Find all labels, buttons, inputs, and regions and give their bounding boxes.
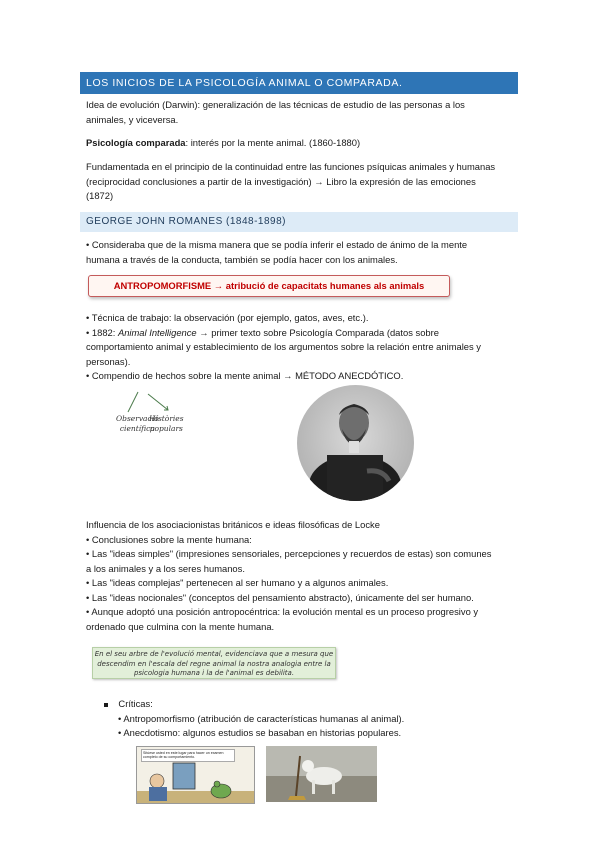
arbre-evolucio-quote: En el seu arbre de l'evolució mental, evidenciava que a mesura que descendim en l'escala del regne animal la nostra analogia entre la psicologia humana i la de l'animal es debilita.: [92, 647, 336, 679]
square-bullet-icon: [104, 703, 108, 707]
dog-sweeping-image: [266, 746, 377, 802]
antropomorfisme-callout: ANTROPOMORFISME → atribució de capacitats humanes als animals: [88, 275, 450, 297]
note-observacio-cientifica: Observació científica: [116, 414, 159, 433]
consideraba-paragraph: • Consideraba que de la misma manera que se podía inferir el estado de ánimo de la mente humana a través de la conducta, también se podía hacer con los animales.: [86, 239, 468, 265]
branch-arrows-icon: [110, 388, 180, 416]
darwin-paragraph: Idea de evolución (Darwin): generalización de las técnicas de estudio de las personas a los animales, y viceversa.: [86, 99, 465, 125]
romanes-portrait-image: [297, 385, 414, 501]
criticas-list: Críticas: • Antropomorfismo (atribución de características humanas al animal). • Anecdotismo: algunos estudios se basaban en historias populares.: [104, 697, 404, 741]
section-heading-inicios: LOS INICIOS DE LA PSICOLOGÍA ANIMAL O COMPARADA.: [80, 72, 518, 94]
fundamentada-paragraph: Fundamentada en el principio de la continuidad entre las funciones psíquicas animales y humanas (reciprocidad conclusiones a partir de la investigación) → Libro la expresión de las emociones (1872): [86, 161, 496, 201]
cartoon-speech-bubble: Sitúese usted en este lugar para hacer un examen completo de su comportamiento.: [141, 749, 235, 762]
psicologia-comparada-paragraph: Psicología comparada: interés por la mente animal. (1860-1880): [86, 137, 361, 148]
section-heading-romanes: GEORGE JOHN ROMANES (1848-1898): [80, 212, 518, 232]
locke-list: Influencia de los asociacionistas británicos e ideas filosóficas de Locke • Conclusiones sobre la mente humana: • Las "ideas simples" (impresiones sensoriales, percepciones y recuerdos de estas) son comunes a los animales y a los seres humanos. • Las "ideas complejas" pertenecen al ser humano y a algunos animales. • Las "ideas nocionales" (conceptos del pensamiento abstracto), únicamente del ser humano. • Aunque adoptó una posición antropocéntrica: la evolución mental es un proceso progresivo y ordenado que culmina con la mente humana.: [86, 519, 492, 632]
note-histories-populars: Històries populars: [149, 414, 184, 433]
cartoon-examen-image: [136, 746, 255, 804]
romanes-list: • Técnica de trabajo: la observación (por ejemplo, gatos, aves, etc.). • 1882: Animal Intelligence → primer texto sobre Psicología Comparada (datos sobre comportamiento animal y establecimiento de los argumentos sobre la relación entre animales y personas). • Compendio de hechos sobre la mente animal → MÉTODO ANECDÓTICO.: [86, 312, 481, 381]
